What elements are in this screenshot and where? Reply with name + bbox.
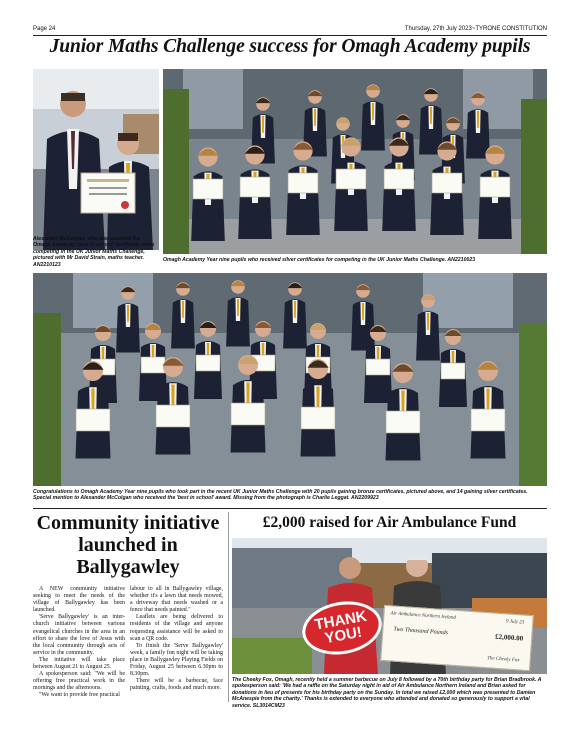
cheque-amount: £2,000.00 bbox=[494, 632, 524, 643]
cheque-amount-words: Two Thousand Pounds bbox=[393, 626, 449, 637]
page-number: Page 24 bbox=[33, 26, 56, 32]
community-paragraph: To finish the 'Serve Ballygawley' week, a family fun night will be taking place in Ballygawley Playing Fields on Friday, August 25 between 6.30pm to 8.30pm. bbox=[130, 642, 223, 678]
community-column-1 bbox=[33, 586, 125, 700]
cheque-signature: The Cheeky Fox bbox=[486, 656, 520, 664]
column-divider bbox=[228, 512, 229, 702]
community-paragraph: Leaflets are being delivered to residents of the village and anyone requesting assistance will be asked to scan a QR code. bbox=[130, 614, 223, 642]
community-paragraph: A NEW community initiative seeking to meet the needs of the village of Ballygawley has been launched. bbox=[33, 586, 125, 614]
cheque-presentation-photo bbox=[232, 538, 547, 674]
community-paragraph: 'Serve Ballygawley' is an inter-church initiative between various evangelical churches in the area in an effort to share the love of Jesus with the local community through acts of service in the community. bbox=[33, 614, 125, 656]
silver-certificates-caption: Omagh Academy Year nine pupils who received silver certificates for competing in the UK Junior Maths Challenge. AN2210023 bbox=[163, 257, 476, 263]
teacher-award-photo bbox=[33, 69, 159, 250]
community-paragraph: The initiative will take place between August 21 to August 25. bbox=[33, 656, 125, 671]
air-ambulance-headline: £2,000 raised for Air Ambulance Fund bbox=[262, 514, 517, 531]
community-paragraph: A spokesperson said: "We will be offering free practical work in the mornings and the afternoons. bbox=[33, 671, 125, 692]
cheque-payee: Air Ambulance Northern Ireland bbox=[390, 611, 456, 621]
year9-group-caption: Congratulations to Omagh Academy Year nine pupils who took part in the recent UK Junior Maths Challenge with 20 pupils gaining bronze certificates, pictured above, and 14 gaining silver certificates. Special mention to Alexander McColgan who received the 'best in school' award. Missing from the photograph is Charlie Leggat. AN2209923 bbox=[33, 489, 528, 502]
teacher-award-caption: Alexander McColgan, who was awarded the Omagh Academy 'best in school' certificate while competing in the UK Junior Maths Challenge, pictured with Mr David Strain, maths teacher. AN2210123 bbox=[33, 236, 155, 268]
silver-certificates-photo bbox=[163, 69, 547, 254]
community-column-2 bbox=[130, 586, 223, 692]
year9-group-photo bbox=[33, 273, 547, 486]
cheque-caption: The Cheeky Fox, Omagh, recently held a summer barbecue on July 8 followed by a 70th birthday party for Brian Bradbrook. A spokesperson said: 'We had a raffle on the Saturday night in aid of Air Ambulance Northern Ireland and Brian asked for donations in lieu of presents for his birthday party on the Sunday. In total we raised £2,000 which was presented to Damien McAnespie from the charity.' Thanks is extended to everyone who attended and donated so generously to support a vital service. SL3014CM23 bbox=[232, 677, 542, 709]
page-headline: Junior Maths Challenge success for Omagh Academy pupils bbox=[49, 36, 531, 57]
charity-cheque bbox=[380, 605, 534, 671]
community-paragraph: "We want to provide free practical bbox=[39, 692, 120, 699]
cheque-date: 9 July 23 bbox=[505, 619, 525, 626]
section-rule bbox=[33, 508, 547, 509]
thank-you-text: THANK YOU! bbox=[313, 607, 369, 648]
community-paragraph: labour to all in Ballygawley village, whether it's a lawn that needs mowed, a driveway that needs washed or a fence that needs painted." bbox=[130, 586, 223, 614]
community-paragraph: There will be a barbecue, face painting, crafts, foods and much more. bbox=[130, 678, 223, 692]
issue-line: Thursday, 27th July 2023~TYRONE CONSTITUTION bbox=[404, 26, 547, 32]
community-headline: Community initiative launched in Ballygawley bbox=[36, 512, 220, 578]
